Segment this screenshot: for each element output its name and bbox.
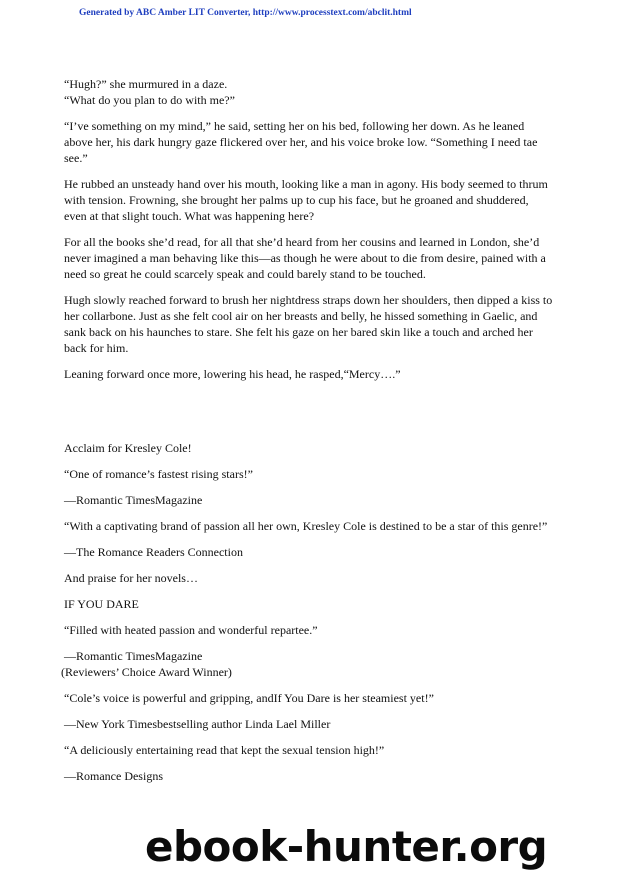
review-attribution: —New York Timesbestselling author Linda Lael Miller [64, 717, 331, 731]
story-line-2: “What do you plan to do with me?” [64, 93, 235, 107]
praise-heading: And praise for her novels… [64, 571, 198, 585]
acclaim-heading: Acclaim for Kresley Cole! [64, 441, 192, 455]
story-paragraph: Leaning forward once more, lowering his head, he rasped,“Mercy….” [64, 367, 401, 381]
story-line-1: “Hugh?” she murmured in a daze. [64, 77, 228, 91]
story-paragraph: “I’ve something on my mind,” he said, setting her on his bed, following her down. As he leaned above her, his dark hungry gaze flickered over her, and his voice broke low. “Something I need tae see.” [64, 119, 538, 165]
review-quote: “With a captivating brand of passion all her own, Kresley Cole is destined to be a star of this genre!” [64, 519, 548, 533]
story-paragraph: He rubbed an unsteady hand over his mouth, looking like a man in agony. His body seemed to thrum with tension. Frowning, she brought her palms up to cup his face, but he groaned and shuddered, even at that slight touch. What was happening here? [64, 177, 548, 223]
story-paragraph: Hugh slowly reached forward to brush her nightdress straps down her shoulders, then dipped a kiss to her collarbone. Just as she felt cool air on her breasts and belly, he hissed something in Gaelic, and sank back on his haunches to stare. She felt his gaze on her bared skin like a touch and arched her back for him. [64, 293, 553, 355]
page-body [61, 76, 554, 784]
review-quote: “Cole’s voice is powerful and gripping, andIf You Dare is her steamiest yet!” [64, 691, 434, 705]
review-quote: “One of romance’s fastest rising stars!” [64, 467, 253, 481]
review-attribution: —Romantic TimesMagazine [64, 649, 203, 663]
review-quote: “Filled with heated passion and wonderful repartee.” [64, 623, 318, 637]
review-attribution-note: (Reviewers’ Choice Award Winner) [61, 665, 232, 679]
review-attribution: —Romantic TimesMagazine [64, 493, 203, 507]
converter-header: Generated by ABC Amber LIT Converter, http://www.processtext.com/abclit.html [79, 8, 412, 18]
watermark-logo: ebook-hunter.org [145, 822, 548, 871]
review-attribution: —The Romance Readers Connection [64, 545, 243, 559]
story-paragraph: For all the books she’d read, for all that she’d heard from her cousins and learned in London, she’d never imagined a man behaving like this—as though he were about to die from desire, pained with a need so great he could scarcely speak and could barely stand to be touched. [64, 235, 546, 281]
review-quote: “A deliciously entertaining read that kept the sexual tension high!” [64, 743, 385, 757]
review-attribution: —Romance Designs [64, 769, 163, 783]
book-title: IF YOU DARE [64, 597, 139, 611]
